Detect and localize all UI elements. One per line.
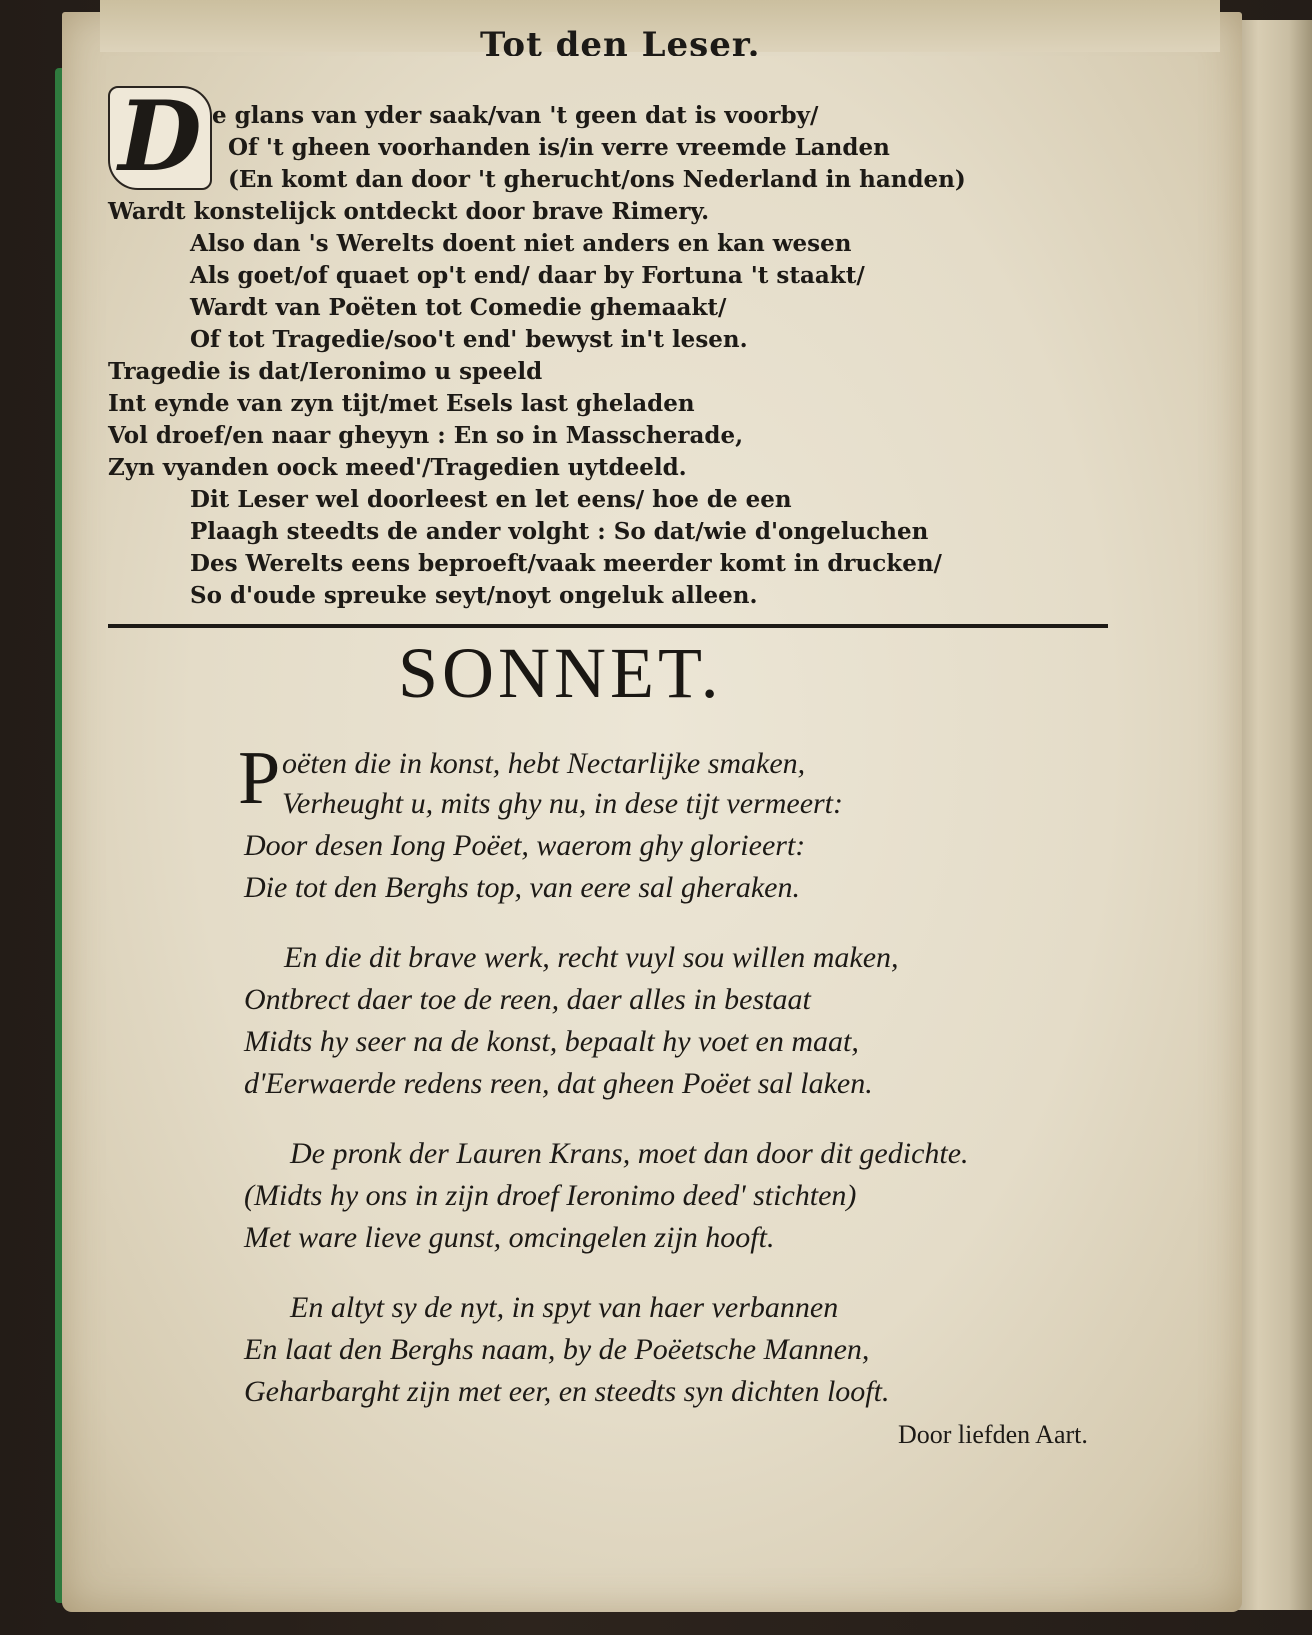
poem-line: Als goet/of quaet op't end/ daar by Fortuna 't staakt/ [190,262,865,289]
sonnet-line: Door desen Iong Poëet, waerom ghy glorieert: [244,829,806,862]
sonnet-line: d'Eerwaerde redens reen, dat gheen Poëet sal laken. [244,1067,873,1100]
poem-line: Vol droef/en naar gheyyn : En so in Masscherade, [108,422,744,449]
sonnet-line: oëten die in konst, hebt Nectarlijke smaken, [282,747,806,780]
decorative-initial-letter: D [118,80,202,193]
poem-line: Dit Leser wel doorleest en let eens/ hoe de een [190,486,792,513]
sonnet-line: En laat den Berghs naam, by de Poëetsche Mannen, [244,1333,870,1366]
poem-line: Tragedie is dat/Ieronimo u speeld [108,358,543,385]
sonnet-line: Ontbrect daer toe de reen, daer alles in bestaat [244,983,811,1016]
poem-line: Plaagh steedts de ander volght : So dat/wie d'ongeluchen [190,518,929,545]
sonnet-line: Verheught u, mits ghy nu, in dese tijt vermeert: [282,787,844,820]
right-page-edge [1235,20,1312,1610]
poem-line: Also dan 's Werelts doent niet anders en kan wesen [190,230,852,257]
sonnet-line: De pronk der Lauren Krans, moet dan door dit gedichte. [290,1137,969,1170]
sonnet-title: SONNET. [398,633,723,713]
page-title: Tot den Leser. [480,30,761,56]
poem-line: Wardt konstelijck ontdeckt door brave Rimery. [108,198,710,225]
sonnet-initial: P [238,736,281,820]
poem-line: Wardt van Poëten tot Comedie ghemaakt/ [190,294,727,321]
poem-line: e glans van yder saak/van 't geen dat is voorby/ [212,102,819,129]
sonnet-line: Die tot den Berghs top, van eere sal gheraken. [244,871,800,904]
sonnet-line: Geharbarght zijn met eer, en steedts syn dichten looft. [244,1375,890,1408]
poem-line: Des Werelts eens beproeft/vaak meerder komt in drucken/ [190,550,942,577]
sonnet-line: (Midts hy ons in zijn droef Ieronimo deed' stichten) [244,1179,857,1212]
sonnet-line: Midts hy seer na de konst, bepaalt hy voet en maat, [244,1025,859,1058]
poem-line: So d'oude spreuke seyt/noyt ongeluk alleen. [190,582,758,609]
sonnet-line: Met ware lieve gunst, omcingelen zijn hooft. [244,1221,775,1254]
sonnet-line: En die dit brave werk, recht vuyl sou willen maken, [284,941,899,974]
poem-line: (En komt dan door 't gherucht/ons Nederland in handen) [228,166,966,193]
signature: Door liefden Aart. [898,1420,1088,1449]
horizontal-rule [108,624,1108,628]
poem-line: Of tot Tragedie/soo't end' bewyst in't lesen. [190,326,748,353]
poem-line: Int eynde van zyn tijt/met Esels last gheladen [108,390,695,417]
decorative-initial [108,80,212,193]
sonnet-line: En altyt sy de nyt, in spyt van haer verbannen [290,1291,839,1324]
poem-line: Of 't gheen voorhanden is/in verre vreemde Landen [228,134,890,161]
poem-line: Zyn vyanden oock meed'/Tragedien uytdeeld. [108,454,687,481]
